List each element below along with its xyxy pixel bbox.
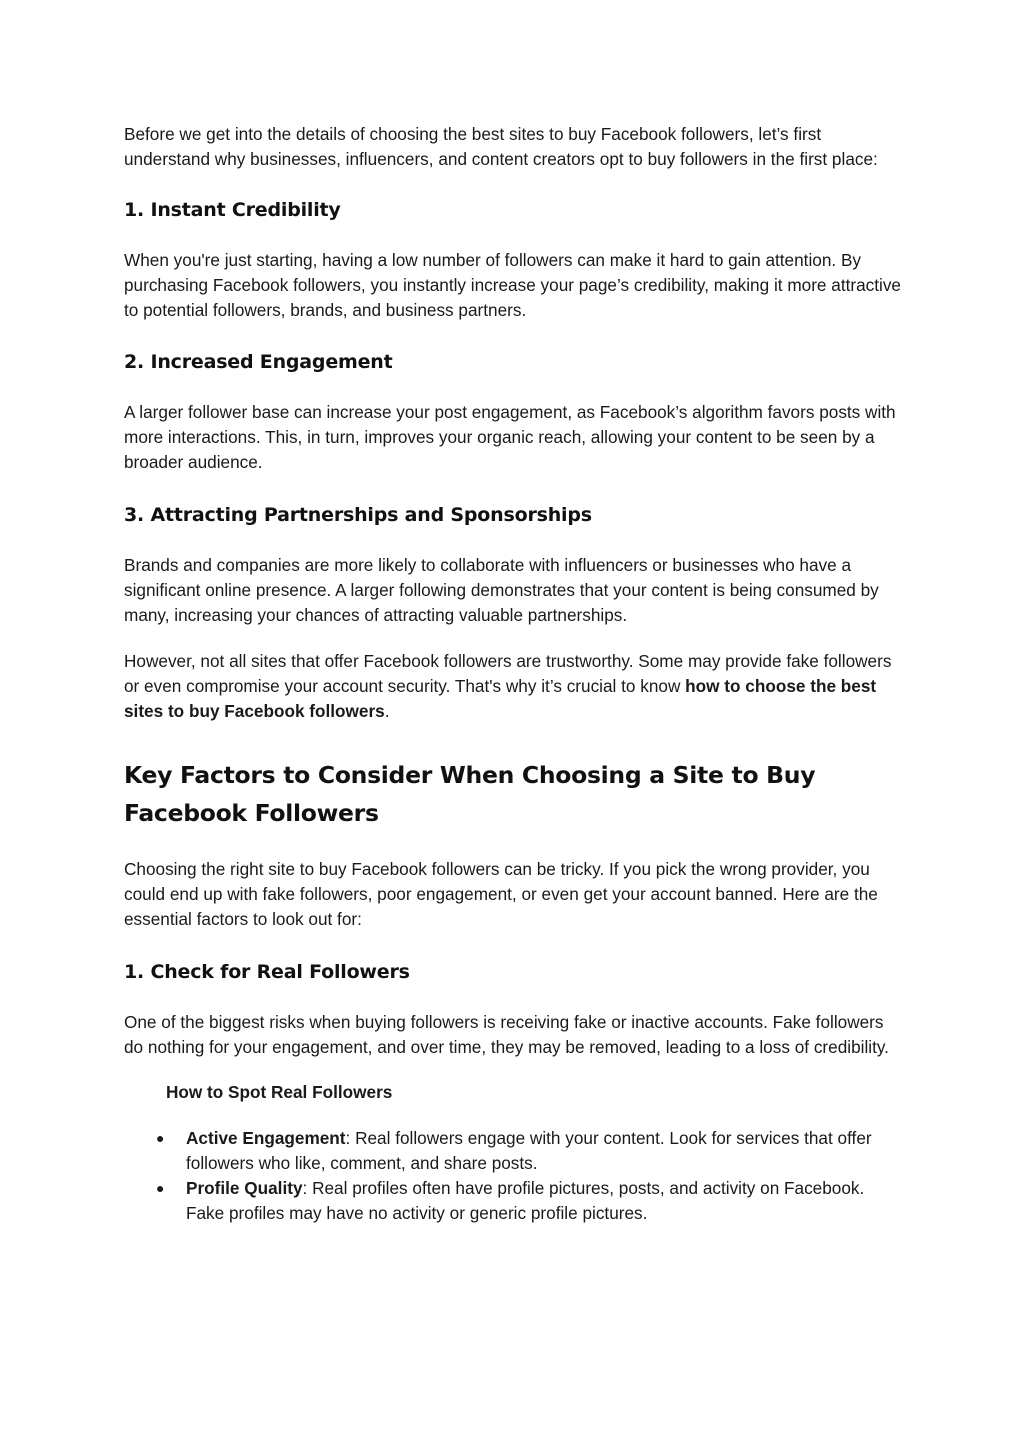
warning-bold-text: how to choose the best sites to buy Facebook followers [124,676,877,721]
intro-paragraph: Before we get into the details of choosing the best sites to buy Facebook followers, let’s first understand why businesses, influencers, and content creators opt to buy followers in the first place: [124,124,878,169]
bullet-label: Profile Quality [186,1178,303,1198]
paragraph-partnerships: Brands and companies are more likely to collaborate with influencers or businesses who have a significant online presence. A larger following demonstrates that your content is being consumed by many, increasing your chances of attracting valuable partnerships. [124,555,879,625]
subheading-spot-real-followers: How to Spot Real Followers [166,1082,393,1102]
bullet-icon: ● [156,1130,165,1146]
real-followers-list [124,1126,904,1226]
warning-paragraph [124,649,904,724]
list-item [124,1176,904,1226]
warning-end: . [384,701,390,721]
paragraph-instant-credibility: When you're just starting, having a low number of followers can make it hard to gain attention. By purchasing Facebook followers, you instantly increase your page’s credibility, making it more attractive to potential followers, brands, and business partners. [124,250,901,320]
key-factors-heading: Key Factors to Consider When Choosing a Site to Buy Facebook Followers [124,761,816,827]
document-page [124,122,904,1226]
bullet-text: : Real profiles often have profile pictures, posts, and activity on Facebook. Fake profiles may have no activity or generic profile pictures. [186,1178,865,1223]
heading-check-real-followers: 1. Check for Real Followers [124,961,410,983]
bullet-text: : Real followers engage with your content. Look for services that offer followers who like, comment, and share posts. [186,1128,872,1173]
bullet-label: Active Engagement [186,1128,346,1148]
warning-text: However, not all sites that offer Facebook followers are trustworthy. Some may provide fake followers or even compromise your account security. That's why it’s crucial to know [124,651,892,696]
paragraph-increased-engagement: A larger follower base can increase your post engagement, as Facebook’s algorithm favors posts with more interactions. This, in turn, improves your organic reach, allowing your content to be seen by a broader audience. [124,402,896,472]
list-item [124,1126,904,1176]
heading-instant-credibility: 1. Instant Credibility [124,199,341,221]
heading-increased-engagement: 2. Increased Engagement [124,351,393,373]
key-factors-intro: Choosing the right site to buy Facebook followers can be tricky. If you pick the wrong provider, you could end up with fake followers, poor engagement, or even get your account banned. Here are the essential factors to look out for: [124,859,878,929]
bullet-icon: ● [156,1180,165,1196]
paragraph-check-real-followers: One of the biggest risks when buying followers is receiving fake or inactive accounts. Fake followers do nothing for your engagement, and over time, they may be removed, leading to a loss of credibility. [124,1012,889,1057]
heading-partnerships: 3. Attracting Partnerships and Sponsorships [124,504,592,526]
